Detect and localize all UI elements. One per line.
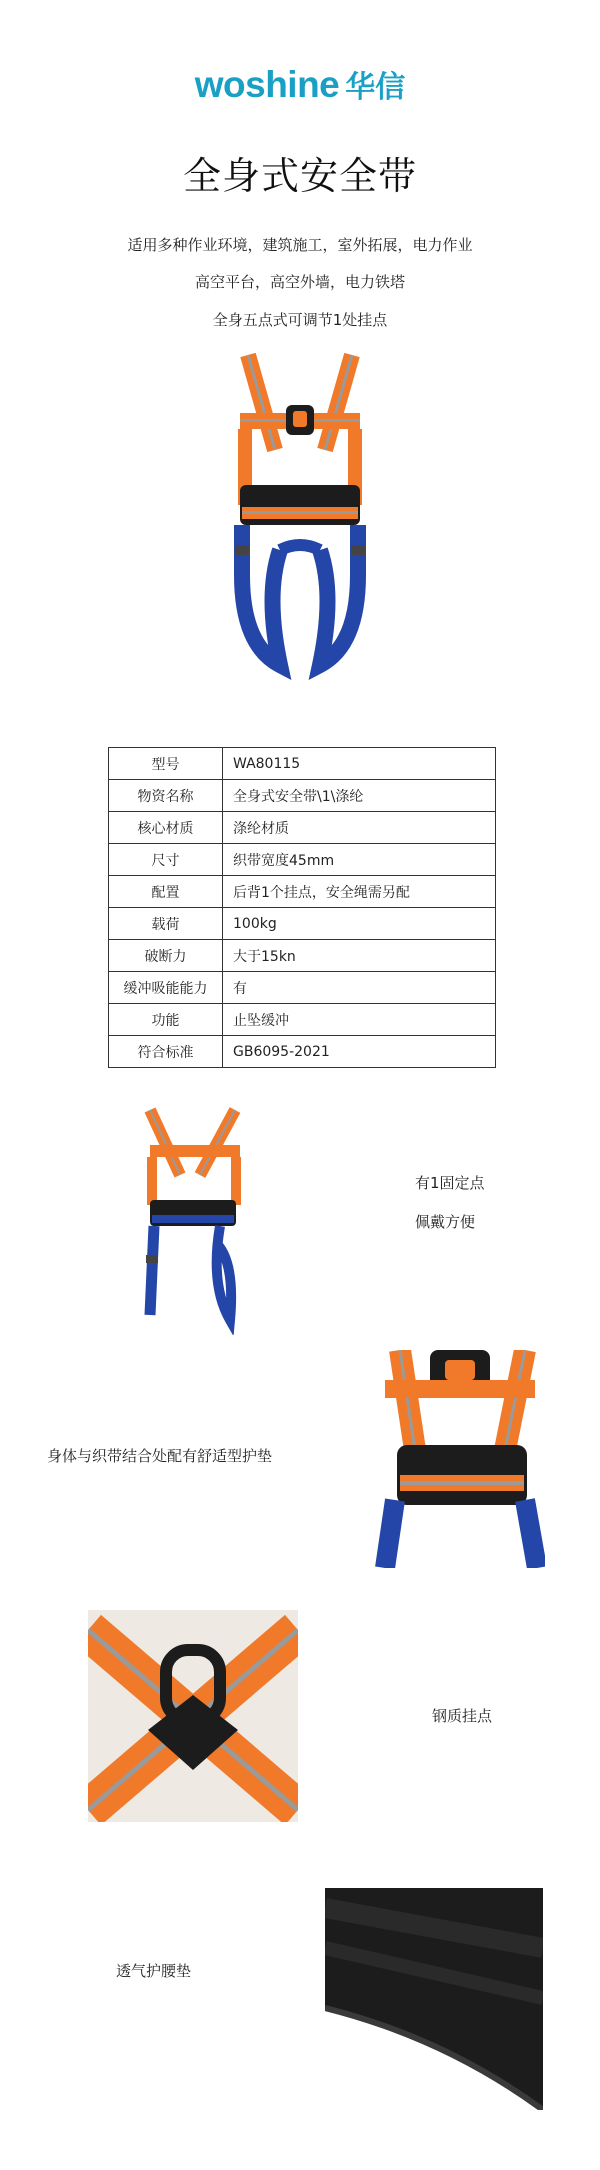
harness-side-image	[140, 1105, 250, 1335]
spec-value: 涤纶材质	[223, 812, 496, 844]
spec-value: 后背1个挂点，安全绳需另配	[223, 876, 496, 908]
specs-table	[108, 747, 496, 1068]
table-row	[109, 812, 496, 844]
spec-value: 织带宽度45mm	[223, 844, 496, 876]
spec-key: 尺寸	[109, 844, 223, 876]
steel-d-ring-image	[88, 1610, 298, 1822]
spec-value: 100kg	[223, 908, 496, 940]
spec-value: 止坠缓冲	[223, 1004, 496, 1036]
spec-key: 破断力	[109, 940, 223, 972]
description-line: 适用多种作业环境，建筑施工，室外拓展，电力作业	[127, 236, 473, 254]
spec-value: WA80115	[223, 748, 496, 780]
spec-key: 核心材质	[109, 812, 223, 844]
feature-caption: 透气护腰垫	[116, 1962, 192, 1980]
table-row	[109, 972, 496, 1004]
brand-name-en: woshine	[194, 64, 340, 105]
table-row	[109, 844, 496, 876]
spec-value: 有	[223, 972, 496, 1004]
feature-caption: 有1固定点	[415, 1174, 485, 1192]
page-title: 全身式安全带	[182, 154, 417, 198]
spec-value: 全身式安全带\1\涤纶	[223, 780, 496, 812]
spec-value: 大于15kn	[223, 940, 496, 972]
table-row	[109, 1004, 496, 1036]
harness-product-image	[220, 345, 380, 695]
table-row	[109, 1036, 496, 1068]
table-row	[109, 940, 496, 972]
description-line: 全身五点式可调节1处挂点	[212, 311, 388, 329]
brand-name-cn: 华信	[345, 70, 406, 105]
spec-key: 符合标准	[109, 1036, 223, 1068]
table-row	[109, 908, 496, 940]
spec-value: GB6095-2021	[223, 1036, 496, 1068]
spec-key: 型号	[109, 748, 223, 780]
spec-key: 功能	[109, 1004, 223, 1036]
comfort-pad-image	[375, 1350, 545, 1568]
spec-key: 物资名称	[109, 780, 223, 812]
feature-caption: 身体与织带结合处配有舒适型护垫	[47, 1447, 273, 1465]
table-row	[109, 876, 496, 908]
table-row	[109, 780, 496, 812]
waist-pad-image	[325, 1888, 543, 2110]
feature-caption: 钢质挂点	[432, 1707, 493, 1725]
spec-key: 配置	[109, 876, 223, 908]
brand-logo	[0, 62, 600, 106]
spec-key: 缓冲吸能能力	[109, 972, 223, 1004]
feature-caption: 佩戴方便	[415, 1213, 476, 1231]
description-line: 高空平台，高空外墙，电力铁塔	[194, 273, 405, 291]
spec-key: 载荷	[109, 908, 223, 940]
table-row	[109, 748, 496, 780]
